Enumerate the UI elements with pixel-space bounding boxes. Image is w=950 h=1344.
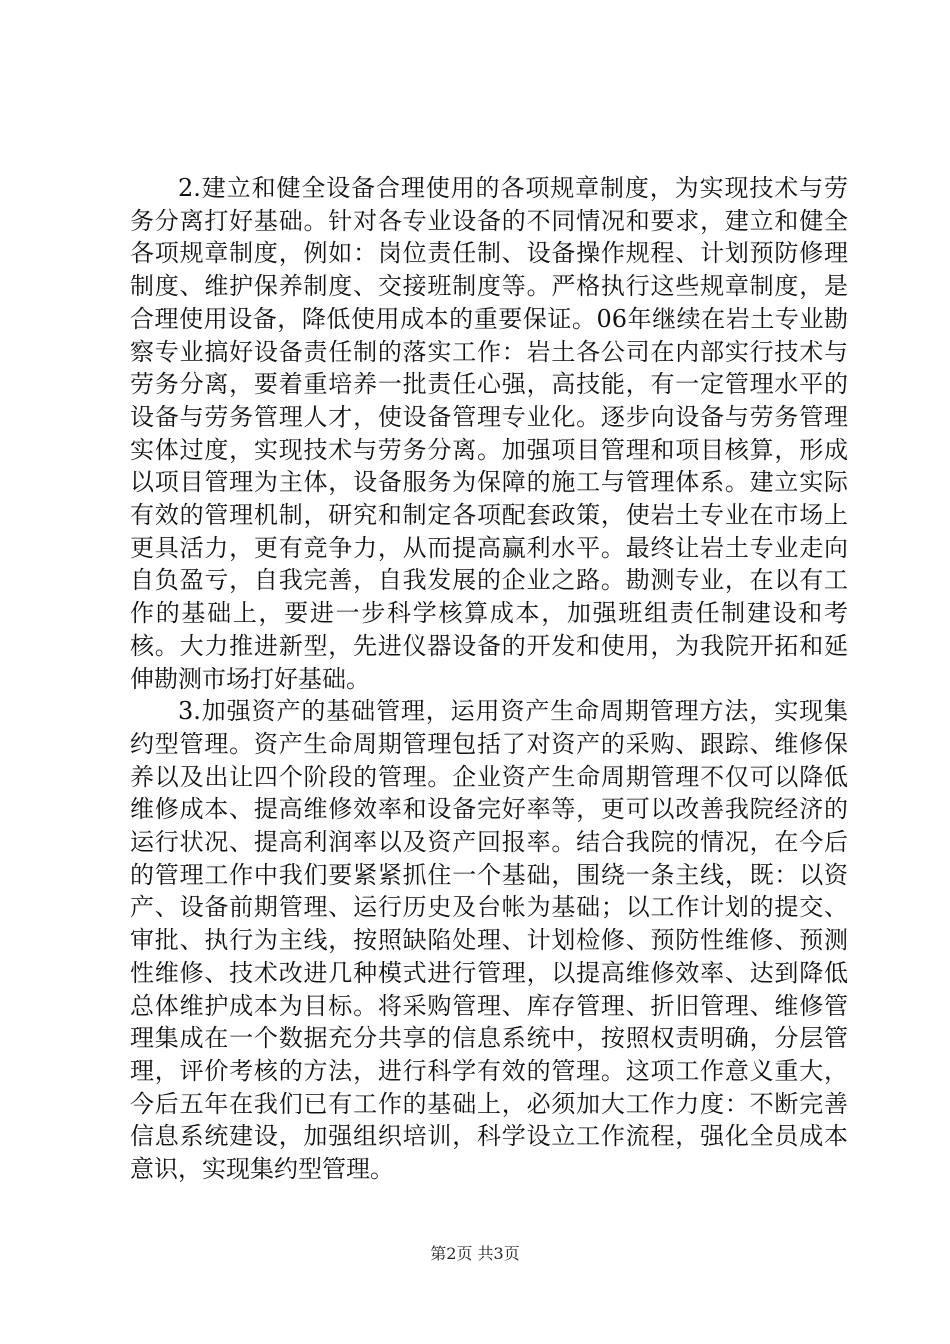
paragraph-asset-lifecycle: 3.加强资产的基础管理，运用资产生命周期管理方法，实现集约型管理。资产生命周期管理包括了对资产的采购、跟踪、维修保养以及出让四个阶段的管理。企业资产生命周期管理不仅可以降低维修成本、提高维修效率和设备完好率等，更可以改善我院经济的运行状况、提高利润率以及资产回报率。结合我院的情况，在今后的管理工作中我们要紧紧抓住一个基础，围绕一条主线，既：以资产、设备前期管理、运行历史及台帐为基础；以工作计划的提交、审批、执行为主线，按照缺陷处理、计划检修、预防性维修、预测性维修、技术改进几种模式进行管理，以提高维修效率、达到降低总体维护成本为目标。将采购管理、库存管理、折旧管理、维修管理集成在一个数据充分共享的信息系统中，按照权责明确，分层管理，评价考核的方法，进行科学有效的管理。这项工作意义重大，今后五年在我们已有工作的基础上，必须加大工作力度：不断完善信息系统建设，加强组织培训，科学设立工作流程，强化全员成本意识，实现集约型管理。 [130,697,848,1184]
page-number-footer: 第2页 共3页 [430,1244,520,1263]
paragraph-equipment-rules: 2.建立和健全设备合理使用的各项规章制度，为实现技术与劳务分离打好基础。针对各专业设备的不同情况和要求，建立和健全各项规章制度，例如：岗位责任制、设备操作规程、计划预防修理制度、维护保养制度、交接班制度等。严格执行这些规章制度，是合理使用设备，降低使用成本的重要保证。06年继续在岩土专业勘察专业搞好设备责任制的落实工作：岩土各公司在内部实行技术与劳务分离，要着重培养一批责任心强，高技能，有一定管理水平的设备与劳务管理人才，使设备管理专业化。逐步向设备与劳务管理实体过度，实现技术与劳务分离。加强项目管理和项目核算，形成以项目管理为主体，设备服务为保障的施工与管理体系。建立实际有效的管理机制，研究和制定各项配套政策，使岩土专业在市场上更具活力，更有竞争力，从而提高赢利水平。最终让岩土专业走向自负盈亏，自我完善，自我发展的企业之路。勘测专业，在以有工作的基础上，要进一步科学核算成本，加强班组责任制建设和考核。大力推进新型，先进仪器设备的开发和使用，为我院开拓和延伸勘测市场打好基础。 [130,174,848,693]
document-body [130,172,848,1186]
